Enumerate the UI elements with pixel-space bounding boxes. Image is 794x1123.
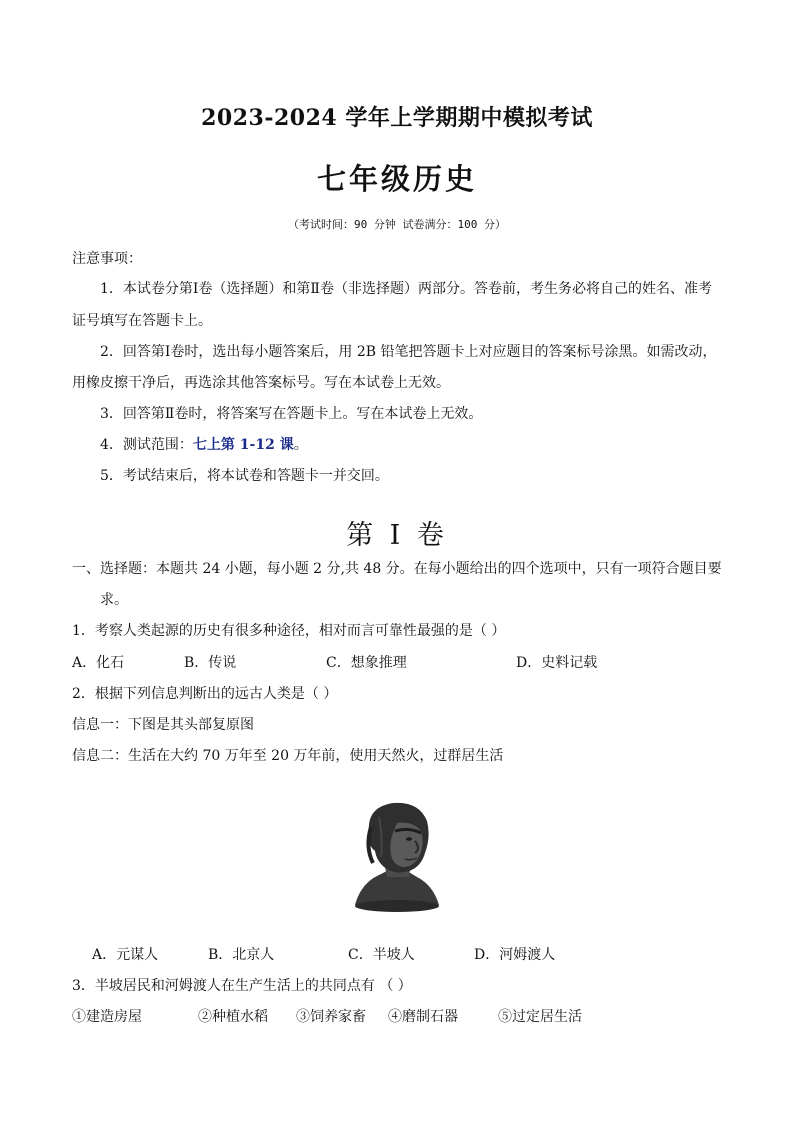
question-2-option-c: C．半坡人 [348, 947, 415, 963]
notice-item-4 [100, 435, 308, 455]
notice-heading: 注意事项： [72, 251, 142, 267]
notice-item-3: 3．回答第Ⅱ卷时，将答案写在答题卡上。写在本试卷上无效。 [100, 406, 483, 422]
question-1-option-b: B．传说 [184, 655, 237, 671]
bust-illustration [347, 797, 447, 915]
section-instruction-line-1: 一、选择题：本题共 24 小题，每小题 2 分,共 48 分。在每小题给出的四个选项中，只有一项符合题目要 [72, 561, 722, 577]
question-3-item-4: ④磨制石器 [388, 1009, 458, 1025]
question-1-option-c: C．想象推理 [326, 655, 407, 671]
question-2-stem: 2．根据下列信息判断出的远古人类是（ ） [72, 686, 338, 702]
question-2-option-d: D．河姆渡人 [474, 947, 556, 963]
peking-man-bust-image [347, 797, 447, 915]
subject-title: 七年级历史 [316, 162, 477, 196]
question-3-item-5: ⑤过定居生活 [498, 1009, 582, 1025]
question-1-option-a: A．化石 [72, 655, 125, 671]
question-3-item-1: ①建造房屋 [72, 1009, 142, 1025]
exam-info: （考试时间：90 分钟 试卷满分：100 分） [288, 218, 506, 231]
test-range: 七上第 1-12 课 [192, 437, 294, 453]
question-2-option-a: A．元谋人 [92, 947, 159, 963]
notice-item-4-suffix: 。 [293, 437, 308, 453]
volume-title: 第 I 卷 [346, 520, 448, 551]
notice-item-5: 5．考试结束后，将本试卷和答题卡一并交回。 [100, 468, 389, 484]
exam-title: 2023-2024 学年上学期期中模拟考试 [201, 105, 593, 131]
question-1-stem: 1．考察人类起源的历史有很多种途径，相对而言可靠性最强的是（ ） [72, 623, 506, 639]
notice-item-2-line-1: 2．回答第Ⅰ卷时，选出每小题答案后，用 2B 铅笔把答题卡上对应题目的答案标号涂黑。如需改动， [100, 344, 717, 360]
section-instruction-line-2: 求。 [100, 592, 128, 608]
notice-item-1-line-1: 1．本试卷分第Ⅰ卷（选择题）和第Ⅱ卷（非选择题）两部分。答卷前，考生务必将自己的姓名、准考 [100, 281, 712, 297]
question-2-info-2: 信息二：生活在大约 70 万年至 20 万年前，使用天然火，过群居生活 [72, 748, 504, 764]
notice-item-2-line-2: 用橡皮擦干净后，再选涂其他答案标号。写在本试卷上无效。 [72, 375, 450, 391]
notice-item-4-prefix: 4．测试范围： [100, 437, 193, 453]
notice-item-1-line-2: 证号填写在答题卡上。 [72, 313, 212, 329]
question-2-info-1: 信息一：下图是其头部复原图 [72, 717, 254, 733]
question-2-option-b: B．北京人 [208, 947, 275, 963]
question-3-item-2: ②种植水稻 [198, 1009, 268, 1025]
question-3-stem: 3．半坡居民和河姆渡人在生产生活上的共同点有 （ ） [72, 978, 412, 994]
question-3-item-3: ③饲养家畜 [296, 1009, 366, 1025]
question-1-option-d: D．史料记载 [516, 655, 598, 671]
